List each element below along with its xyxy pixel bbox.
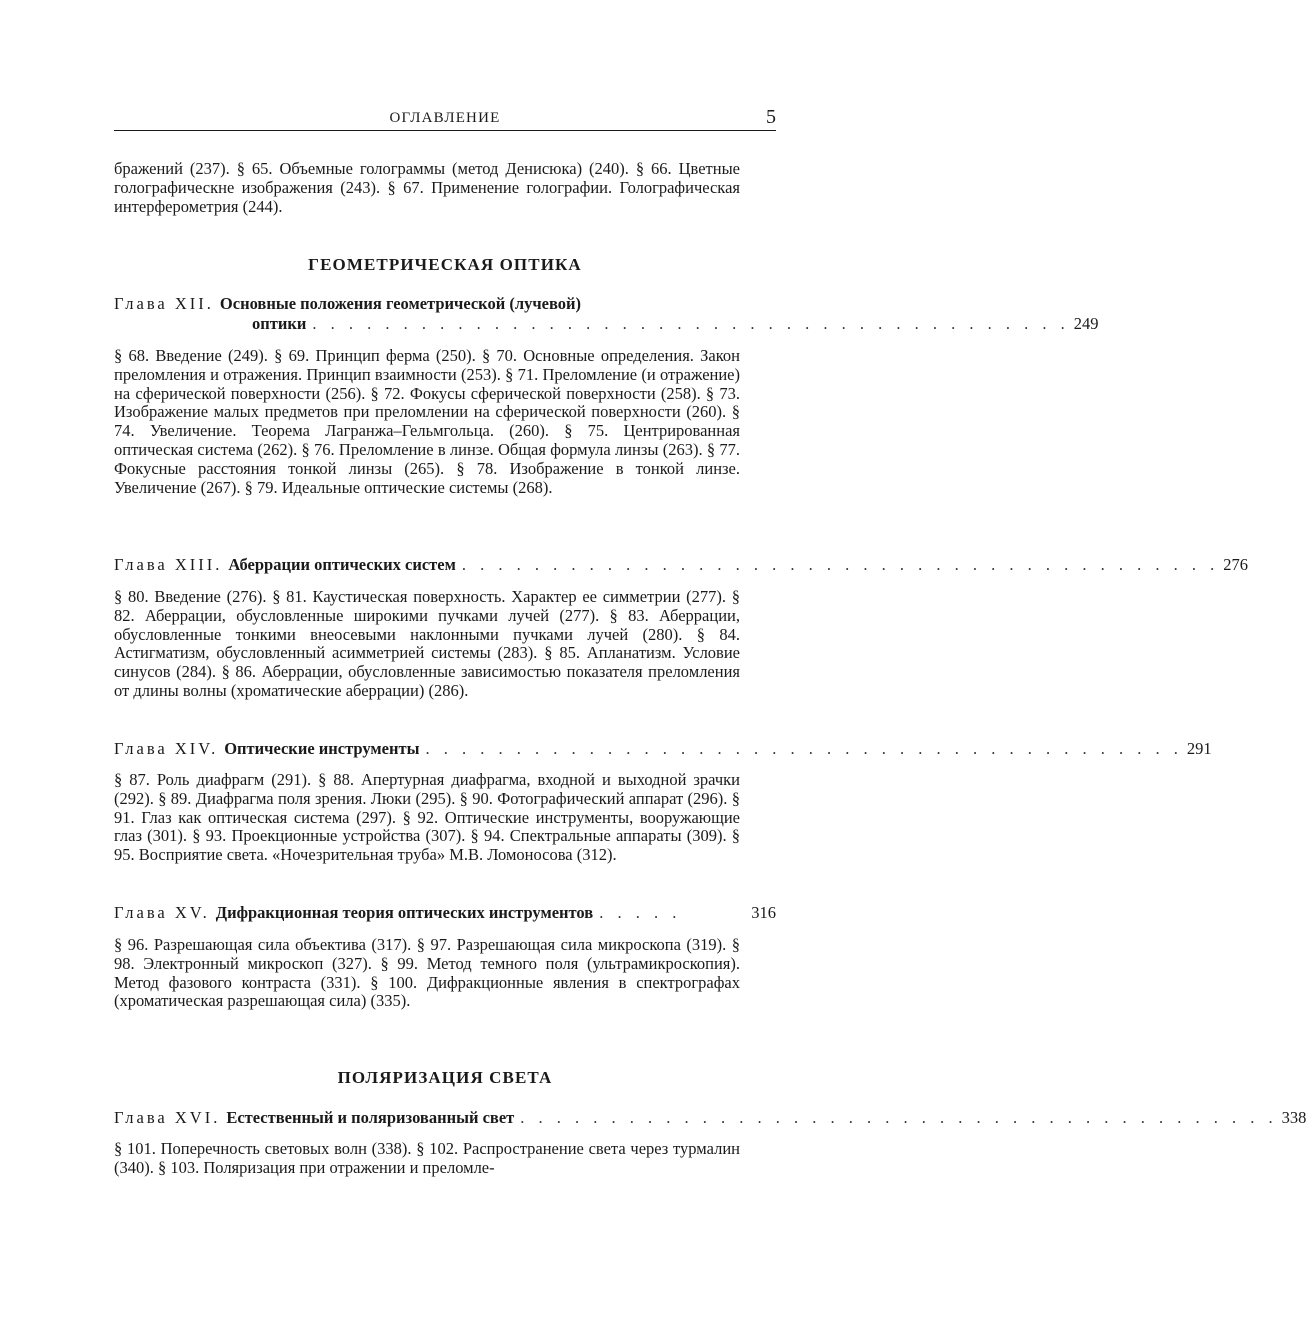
chapter-page[interactable]: 276 — [1223, 555, 1248, 574]
chapter-contents-15: § 96. Разрешающая сила объектива (317). § 97. Разрешающая сила микроскопа (319). § 98. Электронный микроскоп (327). § 99. Метод темного поля (ультрамикроскопия). Метод фазового контраста (331). § 100. Дифракционные явления в спектрографах (хроматическая разрешающая сила) (335). — [114, 935, 740, 1011]
page-number: 5 — [766, 106, 776, 128]
chapter-title[interactable]: Аберрации оптических систем — [228, 555, 456, 574]
running-title: ОГЛАВЛЕНИЕ — [389, 110, 501, 126]
chapter-entry-15[interactable] — [114, 903, 776, 923]
leader-dots: . . . . . . . . . . . . . . . . . . . . . . . . . . . . . . . . . . . . . . . . . . — [425, 739, 1183, 758]
chapter-title-continued[interactable]: оптики — [252, 314, 307, 333]
chapter-label: Глава XVI. — [114, 1108, 221, 1127]
section-title-geometric-optics: ГЕОМЕТРИЧЕСКАЯ ОПТИКА — [308, 255, 582, 274]
chapter-page[interactable]: 291 — [1186, 739, 1212, 758]
leader-dots: . . . . . . . . . . . . . . . . . . . . . . . . . . . . . . . . . . . . . . . . . . — [312, 314, 1070, 333]
chapter-page[interactable]: 338 — [1281, 1108, 1306, 1127]
chapter-title[interactable]: Дифракционная теория оптических инструментов — [215, 903, 594, 922]
section-title-polarization: ПОЛЯРИЗАЦИЯ СВЕТА — [337, 1068, 553, 1087]
chapter-page[interactable]: 316 — [751, 903, 776, 922]
chapter-title[interactable]: Основные положения геометрической (лучевой) — [219, 294, 582, 313]
chapter-entry-16[interactable] — [114, 1108, 1306, 1128]
page-header — [114, 108, 776, 131]
chapter-entry-13[interactable] — [114, 555, 1248, 575]
chapter-contents-14: § 87. Роль диафрагм (291). § 88. Апертурная диафрагма, входной и выходной зрачки (292). § 89. Диафрагма поля зрения. Люки (295). § 90. Фотографический аппарат (296). § 91. Глаз как оптическая система (297). § 92. Оптические инструменты, вооружающие глаз (301). § 93. Проекционные устройства (307). § 94. Спектральные аппараты (309). § 95. Восприятие света. «Ночезрительная труба» М.В. Ломоносова (312). — [114, 770, 740, 865]
leader-dots: . . . . . . . . . . . . . . . . . . . . . . . . . . . . . . . . . . . . . . . . . . — [520, 1108, 1278, 1127]
chapter-label: Глава XII. — [114, 294, 214, 313]
chapter-contents-13: § 80. Введение (276). § 81. Каустическая поверхность. Характер ее симметрии (277). § 82. Аберрации, обусловленные широкими пучками лучей (277). § 83. Аберрации, обусловленные тонкими внеосевыми наклонными пучками лучей (280). § 84. Астигматизм, обусловленный асимметрией системы (283). § 85. Апланатизм. Условие синусов (284). § 86. Аберрации, обусловленные зависимостью показателя преломления от длины волны (хроматические аберрации) (286). — [114, 587, 740, 700]
leader-dots: . . . . . . . . . . . . . . . . . . . . . . . . . . . . . . . . . . . . . . . . . . — [461, 555, 1220, 574]
chapter-label: Глава XIV. — [114, 739, 219, 758]
chapter-title[interactable]: Оптические инструменты — [224, 739, 420, 758]
intro-paragraph: бражений (237). § 65. Объемные голограммы (метод Денисюка) (240). § 66. Цветные голографическне изображения (243). § 67. Применение голографии. Голографическая интерферометрия (244). — [114, 159, 740, 216]
chapter-entry-12[interactable] — [114, 294, 1099, 334]
chapter-contents-16: § 101. Поперечность световых волн (338). § 102. Распространение света через турмалин (340). § 103. Поляризация при отражении и преломле- — [114, 1139, 740, 1177]
chapter-contents-12: § 68. Введение (249). § 69. Принцип ферма (250). § 70. Основные определения. Закон преломления и отражения. Принцип взаимности (253). § 71. Преломление (и отражение) на сферической поверхности (256). § 72. Фокусы сферической поверхности (258). § 73. Изображение малых предметов при преломлении на сферической поверхности (260). § 74. Увеличение. Теорема Лагранжа–Гельмгольца. (260). § 75. Центрированная оптическая система (262). § 76. Преломление в линзе. Общая формула линзы (263). § 77. Фокусные расстояния тонкой линзы (265). § 78. Изображение в тонкой линзе. Увеличение (267). § 79. Идеальные оптические системы (268). — [114, 346, 740, 497]
chapter-title[interactable]: Естественный и поляризованный свет — [226, 1108, 515, 1127]
chapter-entry-14[interactable] — [114, 739, 1212, 759]
chapter-label: Глава XIII. — [114, 555, 223, 574]
chapter-label: Глава XV. — [114, 903, 210, 922]
leader-dots: . . . . . — [599, 903, 682, 922]
chapter-page[interactable]: 249 — [1073, 314, 1099, 333]
